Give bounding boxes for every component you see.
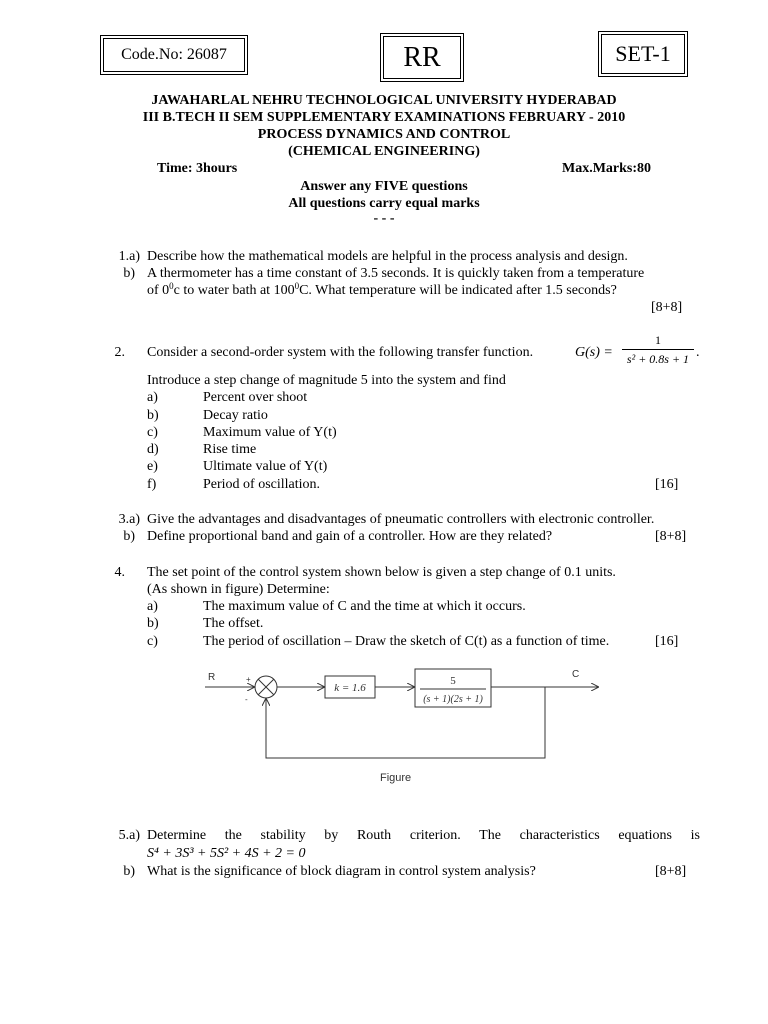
instruction-equal-marks: All questions carry equal marks <box>288 196 480 211</box>
q1b-degree-2: 0 <box>294 281 300 291</box>
q2-item-label: e) <box>147 459 158 474</box>
q2-item-text: Maximum value of Y(t) <box>203 425 337 440</box>
max-marks-label: Max.Marks:80 <box>562 161 652 176</box>
regulation-box <box>380 33 464 82</box>
header-separator: - - - <box>373 211 395 226</box>
q4-line2: (As shown in figure) Determine: <box>147 582 330 597</box>
q3b-number: b) <box>123 529 135 544</box>
q5a-text: Determine the stability by Routh criterion. The characteristics equations is <box>147 828 700 843</box>
q2-item-label: a) <box>147 390 158 405</box>
plant-denominator: (s + 1)(2s + 1) <box>423 694 483 705</box>
q1a-number: 1.a) <box>118 249 140 264</box>
q5a-number: 5.a) <box>118 828 140 843</box>
q3-marks: [8+8] <box>655 529 687 544</box>
q1b-text-pre: of 0 <box>147 283 170 298</box>
q2-item-text: Rise time <box>203 442 257 457</box>
code-number: Code.No: 26087 <box>103 38 245 72</box>
plant-numerator: 5 <box>450 675 456 687</box>
q3b-text: Define proportional band and gain of a controller. How are they related? <box>147 529 553 544</box>
q2-tf-fraction-bar <box>622 349 694 350</box>
q2-text: Consider a second-order system with the following transfer function. <box>147 345 534 360</box>
q1b-text-mid: c to water bath at 100 <box>173 283 295 298</box>
q1-marks: [8+8] <box>651 300 683 315</box>
minus-sign: - <box>245 695 248 704</box>
q4-marks: [16] <box>655 634 679 649</box>
q2-item-text: Percent over shoot <box>203 390 308 405</box>
q2-tf-numerator: 1 <box>655 333 661 347</box>
input-label: R <box>208 672 216 683</box>
instruction-five-questions: Answer any FIVE questions <box>300 179 468 194</box>
time-label: Time: 3hours <box>157 161 238 176</box>
q2-item-label: c) <box>147 425 158 440</box>
subject-title: PROCESS DYNAMICS AND CONTROL <box>257 127 511 142</box>
q5b-number: b) <box>123 864 135 879</box>
exam-title: III B.TECH II SEM SUPPLEMENTARY EXAMINATIONS FEBRUARY - 2010 <box>142 110 626 125</box>
q1b-number: b) <box>123 266 135 281</box>
q2-item-label: d) <box>147 442 159 457</box>
q5-marks: [8+8] <box>655 864 687 879</box>
q4-item-label: c) <box>147 634 158 649</box>
q5a-equation: S⁴ + 3S³ + 5S² + 4S + 2 = 0 <box>147 846 306 861</box>
code-number-box <box>100 35 248 75</box>
figure-caption-text: Figure <box>380 772 412 784</box>
q3a-number: 3.a) <box>118 512 140 527</box>
q2-intro: Introduce a step change of magnitude 5 into the system and find <box>147 373 506 388</box>
q4-item-label: a) <box>147 599 158 614</box>
branch-title: (CHEMICAL ENGINEERING) <box>288 144 480 159</box>
q2-tf-lhs: G(s) = <box>575 345 613 360</box>
q1b-text-line2 <box>147 282 617 299</box>
q1b-text-post: C. What temperature will be indicated after 1.5 seconds? <box>299 283 617 298</box>
q3a-text: Give the advantages and disadvantages of pneumatic controllers with electronic controller. <box>147 512 655 527</box>
feedback-path <box>266 687 545 758</box>
q4-line1: The set point of the control system shown below is given a step change of 0.1 units. <box>147 565 616 580</box>
q2-marks: [16] <box>655 477 679 492</box>
plus-sign: + <box>246 675 251 684</box>
q4-number: 4. <box>114 565 125 580</box>
q2-number: 2. <box>114 345 125 360</box>
q4-item-text: The period of oscillation – Draw the sketch of C(t) as a function of time. <box>203 634 610 649</box>
q2-item-label: b) <box>147 408 159 423</box>
regulation-code: RR <box>383 36 461 79</box>
university-title: JAWAHARLAL NEHRU TECHNOLOGICAL UNIVERSITY HYDERABAD <box>151 93 617 108</box>
q2-item-text: Ultimate value of Y(t) <box>203 459 328 474</box>
q4-item-text: The offset. <box>203 616 264 631</box>
q1b-degree-1: 0 <box>169 281 174 291</box>
q4-item-label: b) <box>147 616 159 631</box>
set-number: SET-1 <box>601 34 685 74</box>
q2-item-label: f) <box>147 477 157 492</box>
q4-item-text: The maximum value of C and the time at which it occurs. <box>203 599 526 614</box>
q1a-text: Describe how the mathematical models are helpful in the process analysis and design. <box>147 249 628 264</box>
set-box <box>598 31 688 77</box>
gain-block-label: k = 1.6 <box>334 682 366 694</box>
q2-item-text: Period of oscillation. <box>203 477 321 492</box>
q5b-text: What is the significance of block diagram in control system analysis? <box>147 864 536 879</box>
output-label: C <box>572 669 580 680</box>
q1b-text-line1: A thermometer has a time constant of 3.5 seconds. It is quickly taken from a temperature <box>147 266 645 281</box>
q2-tf-end: . <box>696 345 700 360</box>
q2-tf-denominator: s² + 0.8s + 1 <box>626 352 690 366</box>
q2-item-text: Decay ratio <box>203 408 268 423</box>
